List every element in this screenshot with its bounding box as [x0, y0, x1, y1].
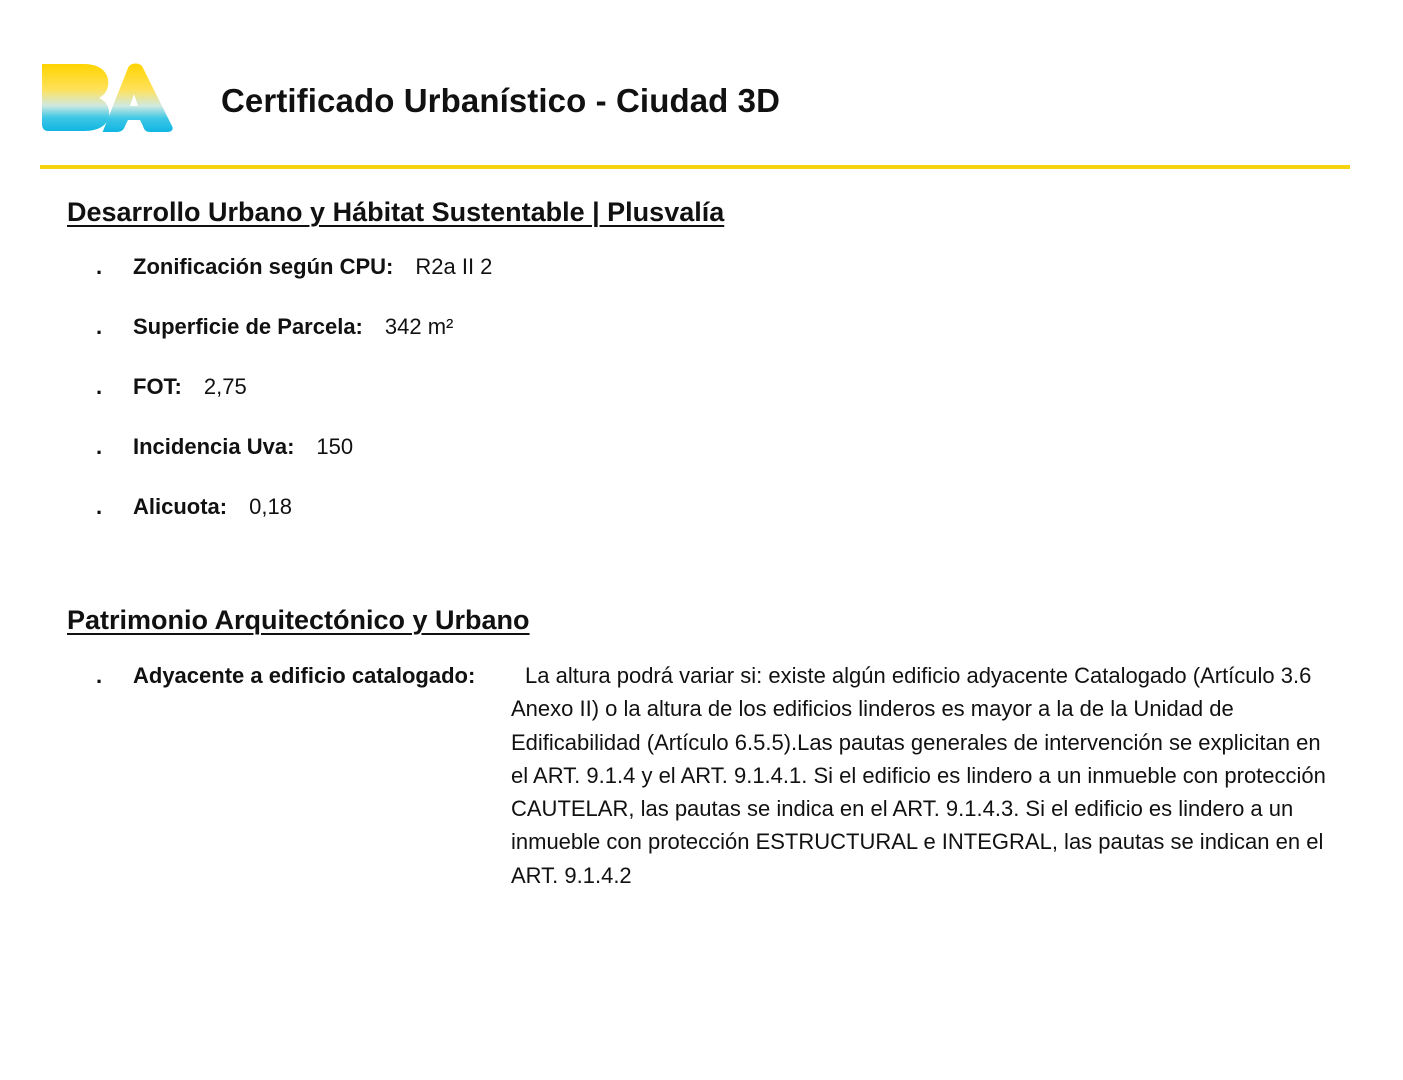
list-item-superficie — [96, 312, 453, 342]
list-item-incidencia-uva — [96, 432, 353, 462]
list-item-alicuota — [96, 492, 292, 522]
section-heading-patrimonio: Patrimonio Arquitectónico y Urbano — [67, 605, 530, 635]
list-item-zonificacion — [96, 252, 492, 282]
field-value: 2,75 — [203, 374, 247, 399]
field-label: Superficie de Parcela: — [133, 314, 363, 339]
header-divider — [40, 165, 1350, 169]
field-value: La altura podrá variar si: existe algún edificio adyacente Catalogado (Artículo 3.6 Anexo II) o la altura de los edificios linderos es mayor a la de la Unidad de Edificabilidad (Artículo 6.5.5).Las pautas generales de intervención se explicitan en el ART. 9.1.4 y el ART. 9.1.4.1. Si el edificio es lindero a un inmueble con protección CAUTELAR, las pautas se indica en el ART. 9.1.4.3. Si el edificio es lindero a un inmueble con protección ESTRUCTURAL e INTEGRAL, las pautas se indican en el ART. 9.1.4.2 — [511, 663, 1326, 888]
field-value: R2a II 2 — [415, 254, 493, 279]
field-label: FOT: — [133, 374, 182, 399]
field-label: Adyacente a edificio catalogado: — [133, 663, 476, 688]
section-heading-desarrollo-urbano: Desarrollo Urbano y Hábitat Sustentable | Plusvalía — [67, 197, 725, 227]
bullet: . — [96, 314, 103, 339]
field-label: Incidencia Uva: — [133, 434, 295, 459]
field-value: 0,18 — [249, 494, 292, 519]
list-item-adyacente-catalogado — [96, 659, 1336, 892]
ba-logo-icon — [40, 60, 174, 134]
bullet: . — [96, 254, 103, 279]
field-label: Alicuota: — [133, 494, 228, 519]
list-item-fot — [96, 372, 247, 402]
bullet: . — [96, 434, 103, 459]
page-title: Certificado Urbanístico - Ciudad 3D — [221, 82, 781, 119]
field-value: 150 — [316, 434, 354, 459]
bullet: . — [96, 494, 103, 519]
field-label: Zonificación según CPU: — [133, 254, 394, 279]
field-value: 342 m² — [384, 314, 454, 339]
bullet: . — [96, 374, 103, 399]
bullet: . — [96, 663, 103, 688]
